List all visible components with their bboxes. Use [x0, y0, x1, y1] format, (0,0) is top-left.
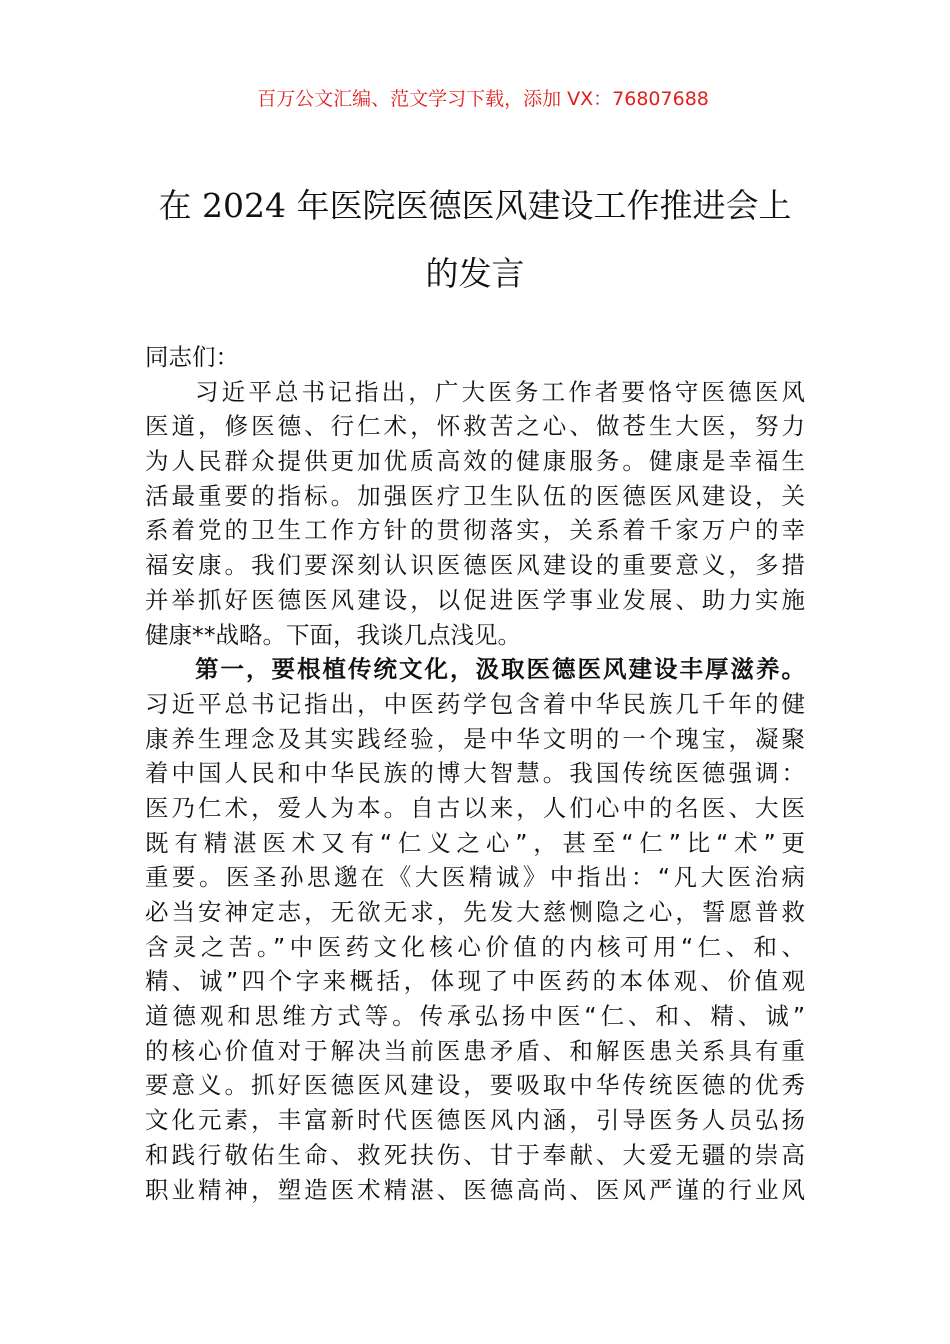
text-line: 要意义。抓好医德医风建设，要吸取中华传统医德的优秀 — [145, 1071, 805, 1100]
text-line: 习近平总书记指出，广大医务工作者要恪守医德医风 — [195, 377, 805, 406]
text-line: 康养生理念及其实践经验，是中华文明的一个瑰宝，凝聚 — [145, 724, 805, 753]
text-line: 健康**战略。下面，我谈几点浅见。 — [145, 620, 521, 649]
section-heading-1: 第一，要根植传统文化，汲取医德医风建设丰厚滋养。 — [195, 655, 805, 684]
text-line: 既有精湛医术又有“仁义之心”，甚至“仁”比“术”更 — [145, 828, 805, 857]
text-line: 习近平总书记指出，中医药学包含着中华民族几千年的健 — [145, 689, 805, 718]
text-line: 必当安神定志，无欲无求，先发大慈恻隐之心，誓愿普救 — [145, 898, 805, 926]
text-line: 和践行敬佑生命、救死扶伤、甘于奉献、大爱无疆的崇高 — [145, 1140, 805, 1169]
document-title-line-1: 在 2024 年医院医德医风建设工作推进会上 — [158, 186, 792, 225]
document-body — [145, 340, 805, 1207]
promo-banner: 百万公文汇编、范文学习下载，添加 VX：76807688 — [257, 88, 709, 110]
text-line: 医乃仁术，爱人为本。自古以来，人们心中的名医、大医 — [145, 793, 805, 822]
document-title-line-2: 的发言 — [425, 254, 525, 293]
text-line: 职业精神，塑造医术精湛、医德高尚、医风严谨的行业风 — [145, 1175, 805, 1204]
text-line: 重要。医圣孙思邈在《大医精诚》中指出：“凡大医治病 — [145, 863, 805, 892]
paragraph-1 — [145, 375, 805, 653]
text-line: 着中国人民和中华民族的博大智慧。我国传统医德强调： — [145, 759, 805, 788]
text-line: 含灵之苦。”中医药文化核心价值的内核可用“仁、和、 — [145, 932, 805, 961]
text-line: 医道，修医德、行仁术，怀救苦之心、做苍生大医，努力 — [145, 412, 805, 441]
text-line: 活最重要的指标。加强医疗卫生队伍的医德医风建设，关 — [145, 481, 805, 510]
text-line: 为人民群众提供更加优质高效的健康服务。健康是幸福生 — [145, 447, 805, 476]
text-line: 系着党的卫生工作方针的贯彻落实，关系着千家万户的幸 — [145, 516, 805, 545]
text-line: 精、诚”四个字来概括，体现了中医药的本体观、价值观 — [145, 967, 805, 996]
paragraph-2 — [145, 687, 805, 1207]
text-line: 并举抓好医德医风建设，以促进医学事业发展、助力实施 — [145, 585, 805, 614]
text-line: 福安康。我们要深刻认识医德医风建设的重要意义，多措 — [145, 551, 805, 580]
text-line: 道德观和思维方式等。传承弘扬中医“仁、和、精、诚” — [145, 1002, 805, 1031]
text-line: 的核心价值对于解决当前医患矛盾、和解医患关系具有重 — [145, 1036, 805, 1065]
salutation: 同志们： — [145, 343, 239, 371]
text-line: 文化元素，丰富新时代医德医风内涵，引导医务人员弘扬 — [145, 1106, 805, 1135]
